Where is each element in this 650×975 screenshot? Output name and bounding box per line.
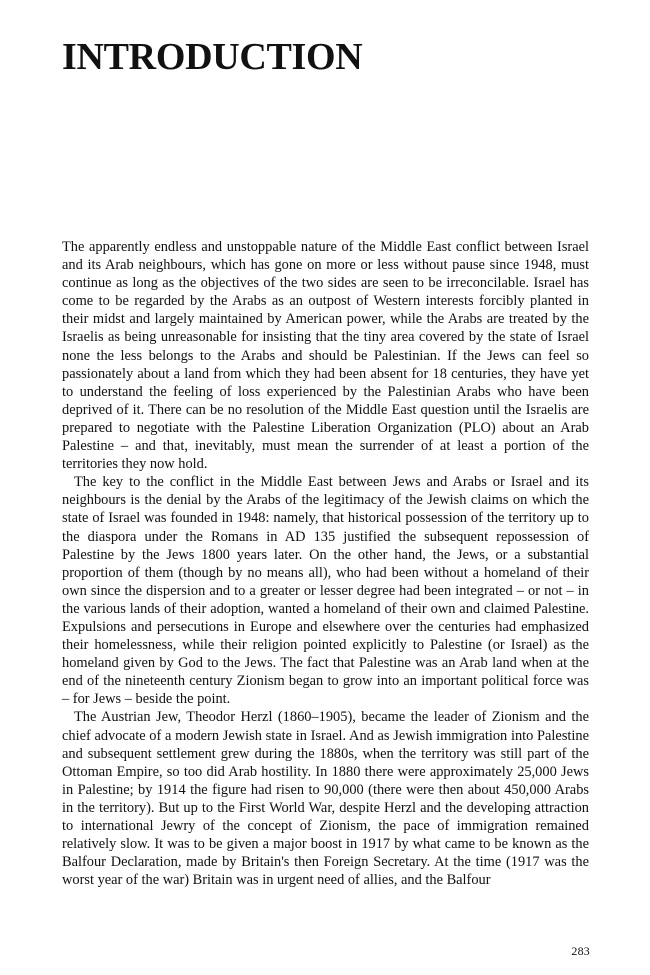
page-number: 283 <box>571 944 590 958</box>
paragraph: The apparently endless and unstoppable nature of the Middle East conflict between Israel and its Arab neighbours, which has gone on more or less without pause since 1948, must continue as long as the objectives of the two sides are seen to be irreconcilable. Israel has come to be regarded by the Arabs as an outpost of Western interests forcibly planted in their midst and largely maintained by American power, while the Arabs are treated by the Israelis as being unreasonable for insisting that the tiny area covered by the state of Israel none the less belongs to the Arabs and should be Palestinian. If the Jews can feel so passionately about a land from which they had been absent for 18 centuries, they have yet to understand the feeling of loss experienced by the Palestinian Arabs who have been deprived of it. There can be no resolution of the Middle East question until the Israelis are prepared to negotiate with the Palestine Liberation Organization (PLO) about an Arab Palestine – and that, inevitably, must mean the surrender of at least a portion of the territories they now hold. <box>62 239 589 473</box>
paragraph: The Austrian Jew, Theodor Herzl (1860–1905), became the leader of Zionism and the chief advocate of a modern Jewish state in Israel. And as Jewish immigration into Palestine and subsequent settlement grew during the 1880s, when the territory was still part of the Ottoman Empire, so too did Arab hostility. In 1880 there were approximately 25,000 Jews in Palestine; by 1914 the figure had risen to 90,000 (there were then about 450,000 Arabs in the territory). But up to the First World War, despite Herzl and the developing attraction to international Jewry of the concept of Zionism, the pace of immigration remained relatively slow. It was to be given a major boost in 1917 by what came to be known as the Balfour Declaration, made by Britain's then Foreign Secretary. At the time (1917 was the worst year of the war) Britain was in urgent need of allies, and the Balfour <box>62 709 589 889</box>
paragraph: The key to the conflict in the Middle East between Jews and Arabs or Israel and its neighbours is the denial by the Arabs of the legitimacy of the Jewish claims on which the state of Israel was founded in 1948: namely, that historical possession of the territory up to the diaspora under the Romans in AD 135 justified the subsequent repossession of Palestine by the Jews 1800 years later. On the other hand, the Jews, or a substantial proportion of them (though by no means all), who had been without a homeland of their own since the dispersion and to a greater or lesser degree had been integrated – or not – in the various lands of their adoption, wanted a homeland of their own and claimed Palestine. Expulsions and persecutions in Europe and elsewhere over the centuries had emphasized their homelessness, while their religion pointed explicitly to Palestine (or Israel) as the homeland given by God to the Jews. The fact that Palestine was an Arab land when at the end of the nineteenth century Zionism began to grow into an important political force was – for Jews – beside the point. <box>62 474 589 708</box>
chapter-heading: INTRODUCTION <box>62 36 363 78</box>
body-text <box>62 238 589 889</box>
